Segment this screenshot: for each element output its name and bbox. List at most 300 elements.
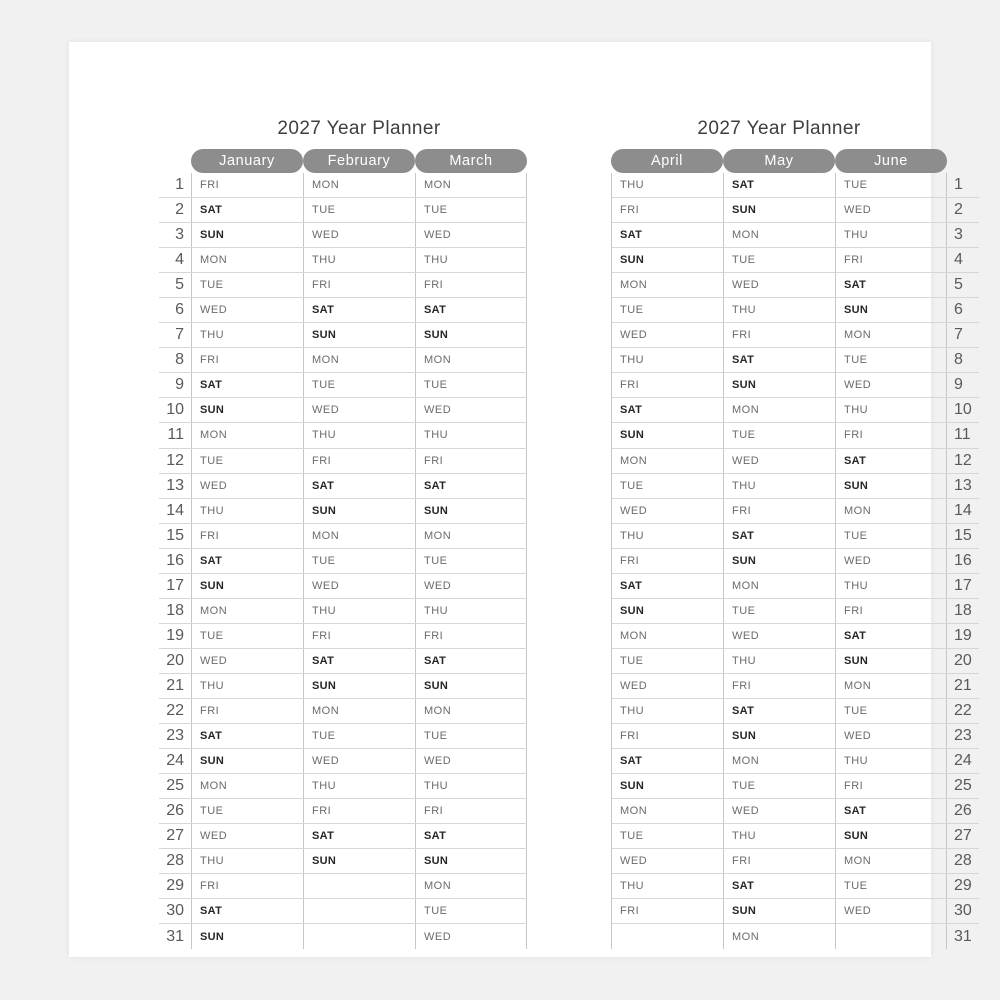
weekday-cell: MON <box>723 398 835 422</box>
day-number: 19 <box>166 626 184 644</box>
planner-row <box>159 924 527 949</box>
weekday-cell: THU <box>191 499 303 523</box>
weekday-cell: SAT <box>723 524 835 548</box>
weekday-cell: TUE <box>835 173 947 197</box>
day-number: 14 <box>166 501 184 519</box>
day-number: 17 <box>954 576 972 594</box>
weekday-cell: MON <box>303 173 415 197</box>
weekday-cell: TUE <box>303 724 415 748</box>
planner-row <box>611 724 979 749</box>
weekday-cell: SAT <box>415 824 527 848</box>
weekday-cell: MON <box>611 799 723 823</box>
page-title-left: 2027 Year Planner <box>277 118 441 139</box>
day-number: 12 <box>954 451 972 469</box>
planner-row <box>611 899 979 924</box>
weekday-cell: SAT <box>303 824 415 848</box>
day-number: 28 <box>954 852 972 870</box>
planner-row <box>611 849 979 874</box>
weekday-cell: TUE <box>611 298 723 322</box>
month-header-row <box>159 149 527 173</box>
weekday-cell: SAT <box>611 223 723 247</box>
planner-row <box>159 524 527 549</box>
planner-table-apr-jun <box>611 149 979 949</box>
weekday-cell: THU <box>611 348 723 372</box>
day-number: 24 <box>166 752 184 770</box>
month-header-february: February <box>303 149 415 173</box>
weekday-cell: THU <box>303 248 415 272</box>
planner-row <box>159 574 527 599</box>
day-number: 7 <box>954 326 963 344</box>
planner-row <box>611 624 979 649</box>
weekday-cell: WED <box>303 574 415 598</box>
planner-row <box>611 173 979 198</box>
weekday-cell: WED <box>303 749 415 773</box>
month-header-april: April <box>611 149 723 173</box>
weekday-cell: MON <box>303 348 415 372</box>
weekday-cell: SUN <box>611 599 723 623</box>
day-number: 2 <box>954 201 963 219</box>
weekday-cell: TUE <box>835 348 947 372</box>
planner-row <box>159 223 527 248</box>
weekday-cell: WED <box>415 749 527 773</box>
planner-row <box>159 398 527 423</box>
planner-row <box>159 649 527 674</box>
weekday-cell: WED <box>415 223 527 247</box>
weekday-cell: FRI <box>835 248 947 272</box>
weekday-cell: FRI <box>611 899 723 923</box>
weekday-cell: TUE <box>835 699 947 723</box>
weekday-cell: MON <box>415 173 527 197</box>
weekday-cell: MON <box>835 499 947 523</box>
planner-row <box>611 323 979 348</box>
planner-row <box>611 474 979 499</box>
day-number: 21 <box>954 676 972 694</box>
weekday-cell: FRI <box>835 599 947 623</box>
weekday-cell: SUN <box>415 849 527 873</box>
day-number: 13 <box>166 476 184 494</box>
weekday-cell <box>303 899 415 923</box>
weekday-cell: SAT <box>191 373 303 397</box>
planner-row <box>159 674 527 699</box>
weekday-cell: SUN <box>835 649 947 673</box>
weekday-cell: MON <box>415 524 527 548</box>
planner-row <box>611 599 979 624</box>
weekday-cell: WED <box>191 824 303 848</box>
day-number: 28 <box>166 852 184 870</box>
day-number: 23 <box>954 727 972 745</box>
day-number: 9 <box>954 376 963 394</box>
day-number: 26 <box>166 802 184 820</box>
day-number: 6 <box>954 301 963 319</box>
weekday-cell: WED <box>415 924 527 949</box>
day-number: 29 <box>166 877 184 895</box>
weekday-cell <box>835 924 947 949</box>
day-number: 29 <box>954 877 972 895</box>
weekday-cell: SAT <box>191 198 303 222</box>
weekday-cell: SUN <box>611 774 723 798</box>
weekday-cell: FRI <box>415 449 527 473</box>
planner-row <box>159 373 527 398</box>
weekday-cell: MON <box>611 449 723 473</box>
planner-row <box>611 423 979 448</box>
weekday-cell: TUE <box>415 198 527 222</box>
weekday-cell <box>303 874 415 898</box>
weekday-cell: TUE <box>303 373 415 397</box>
planner-row <box>611 774 979 799</box>
planner-row <box>611 924 979 949</box>
weekday-cell: TUE <box>415 549 527 573</box>
planner-row <box>159 599 527 624</box>
day-number: 11 <box>167 426 184 444</box>
weekday-cell <box>611 924 723 949</box>
weekday-cell: MON <box>415 348 527 372</box>
weekday-cell: TUE <box>191 799 303 823</box>
weekday-cell: MON <box>723 223 835 247</box>
weekday-cell: FRI <box>723 674 835 698</box>
day-number: 27 <box>166 827 184 845</box>
weekday-cell: FRI <box>611 724 723 748</box>
weekday-cell: THU <box>723 649 835 673</box>
day-number: 12 <box>166 451 184 469</box>
weekday-cell: THU <box>611 524 723 548</box>
weekday-cell: THU <box>303 774 415 798</box>
weekday-cell: FRI <box>191 524 303 548</box>
planner-row <box>611 824 979 849</box>
planner-row <box>159 423 527 448</box>
day-number: 26 <box>954 802 972 820</box>
day-number: 20 <box>166 651 184 669</box>
weekday-cell: TUE <box>723 774 835 798</box>
weekday-cell: WED <box>611 674 723 698</box>
weekday-cell: TUE <box>415 899 527 923</box>
weekday-cell: WED <box>611 323 723 347</box>
weekday-cell: TUE <box>611 474 723 498</box>
weekday-cell: SAT <box>723 173 835 197</box>
weekday-cell: SAT <box>835 449 947 473</box>
month-header-may: May <box>723 149 835 173</box>
planner-row <box>611 799 979 824</box>
weekday-cell: MON <box>835 674 947 698</box>
planner-row <box>611 198 979 223</box>
planner-row <box>159 248 527 273</box>
weekday-cell: MON <box>835 849 947 873</box>
weekday-cell: THU <box>611 173 723 197</box>
weekday-cell: WED <box>303 398 415 422</box>
weekday-cell: FRI <box>303 799 415 823</box>
weekday-cell: THU <box>835 749 947 773</box>
weekday-cell: SAT <box>723 348 835 372</box>
day-number: 22 <box>166 702 184 719</box>
weekday-cell: TUE <box>191 624 303 648</box>
day-number: 8 <box>175 351 184 369</box>
weekday-cell: WED <box>835 373 947 397</box>
weekday-cell: THU <box>611 699 723 723</box>
planner-row <box>611 223 979 248</box>
planner-row <box>159 499 527 524</box>
day-number: 2 <box>175 201 184 219</box>
weekday-cell: SUN <box>835 824 947 848</box>
weekday-cell: TUE <box>835 874 947 898</box>
day-number: 11 <box>954 426 971 444</box>
weekday-cell: TUE <box>191 449 303 473</box>
weekday-cell: THU <box>835 223 947 247</box>
planner-row <box>159 849 527 874</box>
weekday-cell: TUE <box>191 273 303 297</box>
planner-row <box>159 323 527 348</box>
weekday-cell: WED <box>415 398 527 422</box>
weekday-cell: WED <box>835 724 947 748</box>
weekday-cell: MON <box>191 248 303 272</box>
weekday-cell: SAT <box>303 649 415 673</box>
weekday-cell: SUN <box>191 223 303 247</box>
weekday-cell: FRI <box>191 699 303 723</box>
weekday-cell: WED <box>835 899 947 923</box>
weekday-cell: SAT <box>303 474 415 498</box>
weekday-cell: TUE <box>415 373 527 397</box>
weekday-cell: FRI <box>835 423 947 447</box>
planner-row <box>159 449 527 474</box>
weekday-cell: SUN <box>835 298 947 322</box>
weekday-cell: SAT <box>835 273 947 297</box>
planner-row <box>159 198 527 223</box>
weekday-cell: SUN <box>611 423 723 447</box>
weekday-cell: TUE <box>723 423 835 447</box>
weekday-cell: THU <box>191 849 303 873</box>
day-number: 1 <box>954 176 963 194</box>
weekday-cell: WED <box>723 449 835 473</box>
weekday-cell: TUE <box>303 198 415 222</box>
day-number: 4 <box>175 251 184 269</box>
day-number: 5 <box>954 276 963 294</box>
weekday-cell: THU <box>191 323 303 347</box>
weekday-cell: THU <box>723 474 835 498</box>
weekday-cell: THU <box>415 423 527 447</box>
weekday-cell: SAT <box>303 298 415 322</box>
weekday-cell: SAT <box>611 574 723 598</box>
weekday-cell: SUN <box>415 323 527 347</box>
planner-row <box>159 724 527 749</box>
day-number: 20 <box>954 651 972 669</box>
planner-row <box>611 524 979 549</box>
day-number: 16 <box>954 551 972 569</box>
weekday-cell: WED <box>191 474 303 498</box>
weekday-cell: SUN <box>723 549 835 573</box>
weekday-cell: THU <box>835 574 947 598</box>
planner-table-jan-mar <box>159 149 527 949</box>
weekday-cell: FRI <box>415 624 527 648</box>
weekday-cell: FRI <box>611 198 723 222</box>
weekday-cell: FRI <box>723 849 835 873</box>
planner-row <box>611 499 979 524</box>
planner-row <box>159 549 527 574</box>
weekday-cell: TUE <box>723 599 835 623</box>
weekday-cell: THU <box>723 824 835 848</box>
weekday-cell: SUN <box>415 499 527 523</box>
weekday-cell: SUN <box>723 724 835 748</box>
day-number: 23 <box>166 727 184 745</box>
weekday-cell: SAT <box>723 874 835 898</box>
weekday-cell: FRI <box>611 549 723 573</box>
planner-row <box>159 474 527 499</box>
day-number: 4 <box>954 251 963 269</box>
planner-row <box>611 348 979 373</box>
weekday-cell: SAT <box>723 699 835 723</box>
weekday-cell: THU <box>191 674 303 698</box>
day-number: 10 <box>166 401 184 419</box>
weekday-cell: MON <box>835 323 947 347</box>
weekday-cell <box>303 924 415 949</box>
weekday-cell: MON <box>611 624 723 648</box>
weekday-cell: MON <box>723 574 835 598</box>
weekday-cell: WED <box>191 298 303 322</box>
day-number: 7 <box>175 326 184 344</box>
weekday-cell: SUN <box>415 674 527 698</box>
day-number: 19 <box>954 626 972 644</box>
weekday-cell: WED <box>191 649 303 673</box>
weekday-cell: THU <box>835 398 947 422</box>
weekday-cell: WED <box>723 799 835 823</box>
planner-row <box>159 824 527 849</box>
planner-row <box>611 273 979 298</box>
weekday-cell: SAT <box>611 749 723 773</box>
weekday-cell: SAT <box>415 474 527 498</box>
planner-row <box>159 874 527 899</box>
planner-row <box>611 699 979 724</box>
day-number: 17 <box>166 576 184 594</box>
planner-row <box>159 899 527 924</box>
weekday-cell: FRI <box>191 173 303 197</box>
day-number: 3 <box>954 226 963 244</box>
weekday-cell: SAT <box>191 899 303 923</box>
planner-row <box>611 298 979 323</box>
day-number: 6 <box>175 301 184 319</box>
day-number: 5 <box>175 276 184 294</box>
weekday-cell: TUE <box>611 649 723 673</box>
weekday-cell: SAT <box>415 649 527 673</box>
weekday-cell: MON <box>723 749 835 773</box>
planner-row <box>159 774 527 799</box>
weekday-cell: FRI <box>835 774 947 798</box>
weekday-cell: SAT <box>191 724 303 748</box>
day-number: 25 <box>166 777 184 795</box>
weekday-cell: FRI <box>415 799 527 823</box>
day-number: 31 <box>954 927 972 945</box>
day-number: 31 <box>166 927 184 945</box>
day-number: 18 <box>166 601 184 619</box>
day-number: 10 <box>954 401 972 419</box>
planner-row <box>159 799 527 824</box>
planner-row <box>611 449 979 474</box>
day-number: 15 <box>166 526 184 544</box>
month-header-row <box>611 149 979 173</box>
weekday-cell: MON <box>191 423 303 447</box>
day-number: 22 <box>954 702 972 719</box>
weekday-cell: SUN <box>303 323 415 347</box>
weekday-cell: TUE <box>611 824 723 848</box>
weekday-cell: SUN <box>723 198 835 222</box>
weekday-cell: FRI <box>303 273 415 297</box>
planner-row <box>159 699 527 724</box>
weekday-cell: THU <box>723 298 835 322</box>
month-header-june: June <box>835 149 947 173</box>
month-header-march: March <box>415 149 527 173</box>
weekday-cell: SUN <box>191 574 303 598</box>
weekday-cell: FRI <box>723 323 835 347</box>
weekday-cell: WED <box>723 624 835 648</box>
planner-row <box>611 398 979 423</box>
planner-row <box>159 348 527 373</box>
weekday-cell: SUN <box>303 674 415 698</box>
weekday-cell: FRI <box>303 449 415 473</box>
weekday-cell: FRI <box>723 499 835 523</box>
weekday-cell: SUN <box>723 899 835 923</box>
day-number: 8 <box>954 351 963 369</box>
planner-row <box>611 674 979 699</box>
weekday-cell: SUN <box>835 474 947 498</box>
weekday-cell: SUN <box>611 248 723 272</box>
weekday-cell: SUN <box>191 749 303 773</box>
weekday-cell: FRI <box>415 273 527 297</box>
weekday-cell: SUN <box>723 373 835 397</box>
weekday-cell: WED <box>415 574 527 598</box>
weekday-cell: MON <box>723 924 835 949</box>
weekday-cell: MON <box>415 874 527 898</box>
weekday-cell: SUN <box>303 849 415 873</box>
weekday-cell: MON <box>611 273 723 297</box>
weekday-cell: MON <box>303 524 415 548</box>
weekday-cell: SAT <box>611 398 723 422</box>
planner-row <box>611 373 979 398</box>
weekday-cell: SUN <box>191 398 303 422</box>
weekday-cell: WED <box>611 849 723 873</box>
planner-row <box>611 248 979 273</box>
weekday-cell: MON <box>191 599 303 623</box>
day-number: 14 <box>954 501 972 519</box>
weekday-cell: THU <box>611 874 723 898</box>
weekday-cell: MON <box>415 699 527 723</box>
weekday-cell: WED <box>723 273 835 297</box>
weekday-cell: FRI <box>611 373 723 397</box>
planner-row <box>611 749 979 774</box>
weekday-cell: THU <box>415 599 527 623</box>
day-number: 30 <box>954 902 972 920</box>
day-number: 1 <box>175 176 184 194</box>
day-number: 21 <box>166 676 184 694</box>
day-number: 9 <box>175 376 184 394</box>
planner-row <box>159 749 527 774</box>
weekday-cell: THU <box>415 248 527 272</box>
planner-sheet <box>69 42 972 957</box>
weekday-cell: THU <box>415 774 527 798</box>
weekday-cell: FRI <box>191 348 303 372</box>
planner-row <box>611 874 979 899</box>
day-number: 27 <box>954 827 972 845</box>
planner-row <box>159 273 527 298</box>
weekday-cell: MON <box>303 699 415 723</box>
weekday-cell: TUE <box>415 724 527 748</box>
day-number: 3 <box>175 226 184 244</box>
planner-row <box>159 624 527 649</box>
weekday-cell: THU <box>303 599 415 623</box>
weekday-cell: TUE <box>723 248 835 272</box>
weekday-cell: SAT <box>415 298 527 322</box>
day-number: 30 <box>166 902 184 920</box>
day-number: 16 <box>166 551 184 569</box>
page-title-right: 2027 Year Planner <box>697 118 861 139</box>
weekday-cell: SAT <box>191 549 303 573</box>
planner-row <box>611 649 979 674</box>
weekday-cell: SUN <box>303 499 415 523</box>
